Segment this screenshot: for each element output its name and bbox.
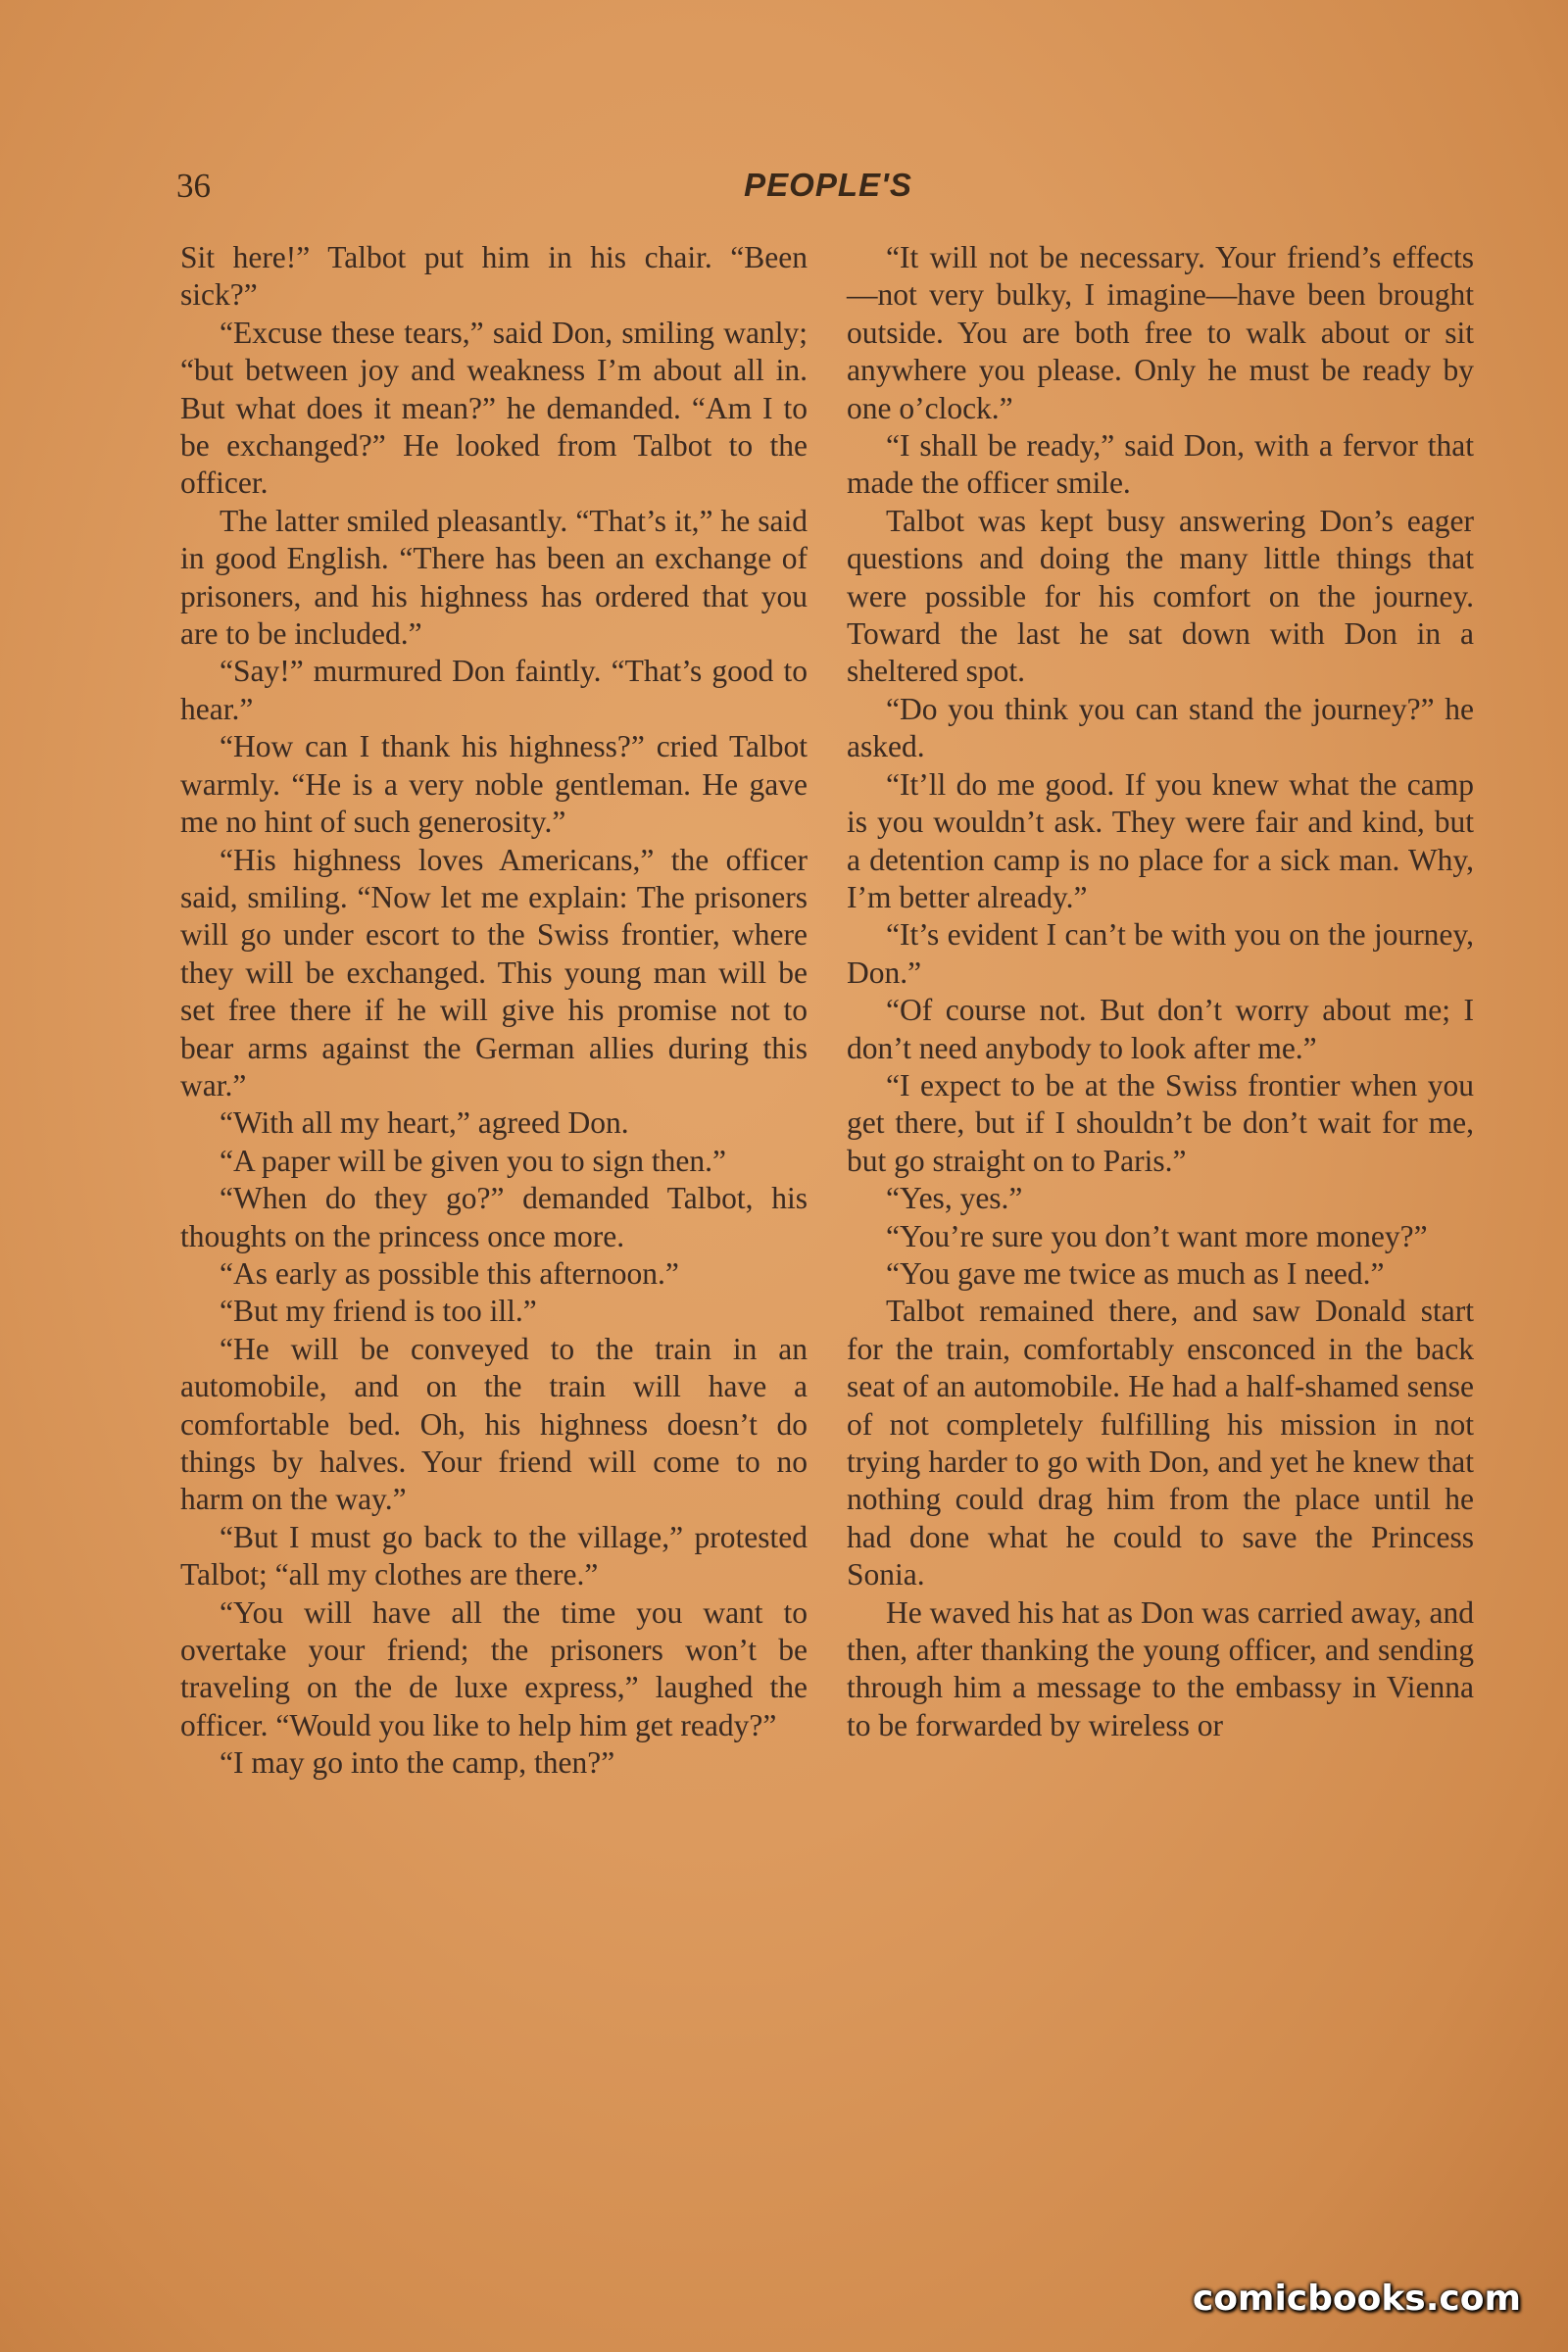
paragraph: “You will have all the time you want to overtake your friend; the prisoners won’t be traveling on the de luxe express,” laughed the officer. “Would you like to help him get ready?” [180, 1594, 808, 1742]
paragraph: “Yes, yes.” [886, 1181, 1023, 1216]
paragraph: “Of course not. But don’t worry about me; I don’t need anybody to look after me.” [847, 993, 1474, 1065]
paragraph: “I expect to be at the Swiss frontier when you get there, but if I shouldn’t be don’t wait for me, but go straight on to Paris.” [847, 1067, 1474, 1178]
paragraph: “As early as possible this afternoon.” [220, 1255, 679, 1291]
left-text-column [180, 239, 808, 1783]
paragraph: “Excuse these tears,” said Don, smiling wanly; “but between joy and weakness I’m about all in. But what does it mean?” he demanded. “Am I to be exchanged?” He looked from Talbot to the officer. [180, 315, 808, 501]
paragraph: “Do you think you can stand the journey?” he asked. [847, 691, 1474, 764]
paragraph: Talbot remained there, and saw Donald start for the train, comfortably ensconced in the back seat of an automobile. He had a half-shamed sense of not completely fulfilling his mission in not trying harder to go with Don, and yet he knew that nothing could drag him from the place until he had done what he could to save the Princess Sonia. [847, 1294, 1474, 1592]
site-watermark: comicbooks.com [1192, 2278, 1521, 2319]
page-header [176, 167, 1480, 216]
paragraph: “How can I thank his highness?” cried Talbot warmly. “He is a very noble gentleman. He gave me no hint of such generosity.” [180, 729, 808, 840]
paragraph: “It’s evident I can’t be with you on the journey, Don.” [847, 917, 1474, 990]
paragraph: “When do they go?” demanded Talbot, his thoughts on the princess once more. [180, 1181, 808, 1253]
paragraph: “His highness loves Americans,” the officer said, smiling. “Now let me explain: The prisoners will go under escort to the Swiss frontier, where they will be exchanged. This young man will be set free there if he will give his promise not to bear arms against the German allies during this war.” [180, 842, 808, 1102]
running-head: PEOPLE'S [744, 167, 912, 203]
paragraph: “But I must go back to the village,” protested Talbot; “all my clothes are there.” [180, 1519, 808, 1592]
paragraph: Sit here!” Talbot put him in his chair. “Been sick?” [180, 240, 808, 313]
paragraph: “You’re sure you don’t want more money?” [886, 1218, 1428, 1253]
paragraph: “Say!” murmured Don faintly. “That’s good to hear.” [180, 654, 808, 726]
paragraph: “He will be conveyed to the train in an automobile, and on the train will have a comfortable bed. Oh, his highness doesn’t do things by halves. Your friend will come to no harm on the way.” [180, 1331, 808, 1517]
page-number: 36 [176, 167, 211, 205]
right-text-column [847, 239, 1474, 1744]
paragraph: “I shall be ready,” said Don, with a fervor that made the officer smile. [847, 428, 1474, 501]
paragraph: The latter smiled pleasantly. “That’s it,” he said in good English. “There has been an exchange of prisoners, and his highness has ordered that you are to be included.” [180, 503, 808, 652]
paragraph: “I may go into the camp, then?” [220, 1745, 615, 1781]
paragraph: “With all my heart,” agreed Don. [220, 1105, 629, 1141]
paragraph: “A paper will be given you to sign then.” [220, 1143, 727, 1178]
paragraph: “It’ll do me good. If you knew what the camp is you wouldn’t ask. They were fair and kind, but a detention camp is no place for a sick man. Why, I’m better already.” [847, 766, 1474, 914]
paragraph: “You gave me twice as much as I need.” [886, 1255, 1385, 1291]
paragraph: He waved his hat as Don was carried away, and then, after thanking the young officer, and sending through him a message to the embassy in Vienna to be forwarded by wireless or [847, 1594, 1474, 1742]
paragraph: “But my friend is too ill.” [220, 1294, 537, 1329]
paragraph: “It will not be necessary. Your friend’s effects—not very bulky, I imagine—have been brought outside. You are both free to walk about or sit anywhere you please. Only he must be ready by one o’clock.” [847, 240, 1474, 425]
paragraph: Talbot was kept busy answering Don’s eager questions and doing the many little things that were possible for his comfort on the journey. Toward the last he sat down with Don in a sheltered spot. [847, 503, 1474, 689]
